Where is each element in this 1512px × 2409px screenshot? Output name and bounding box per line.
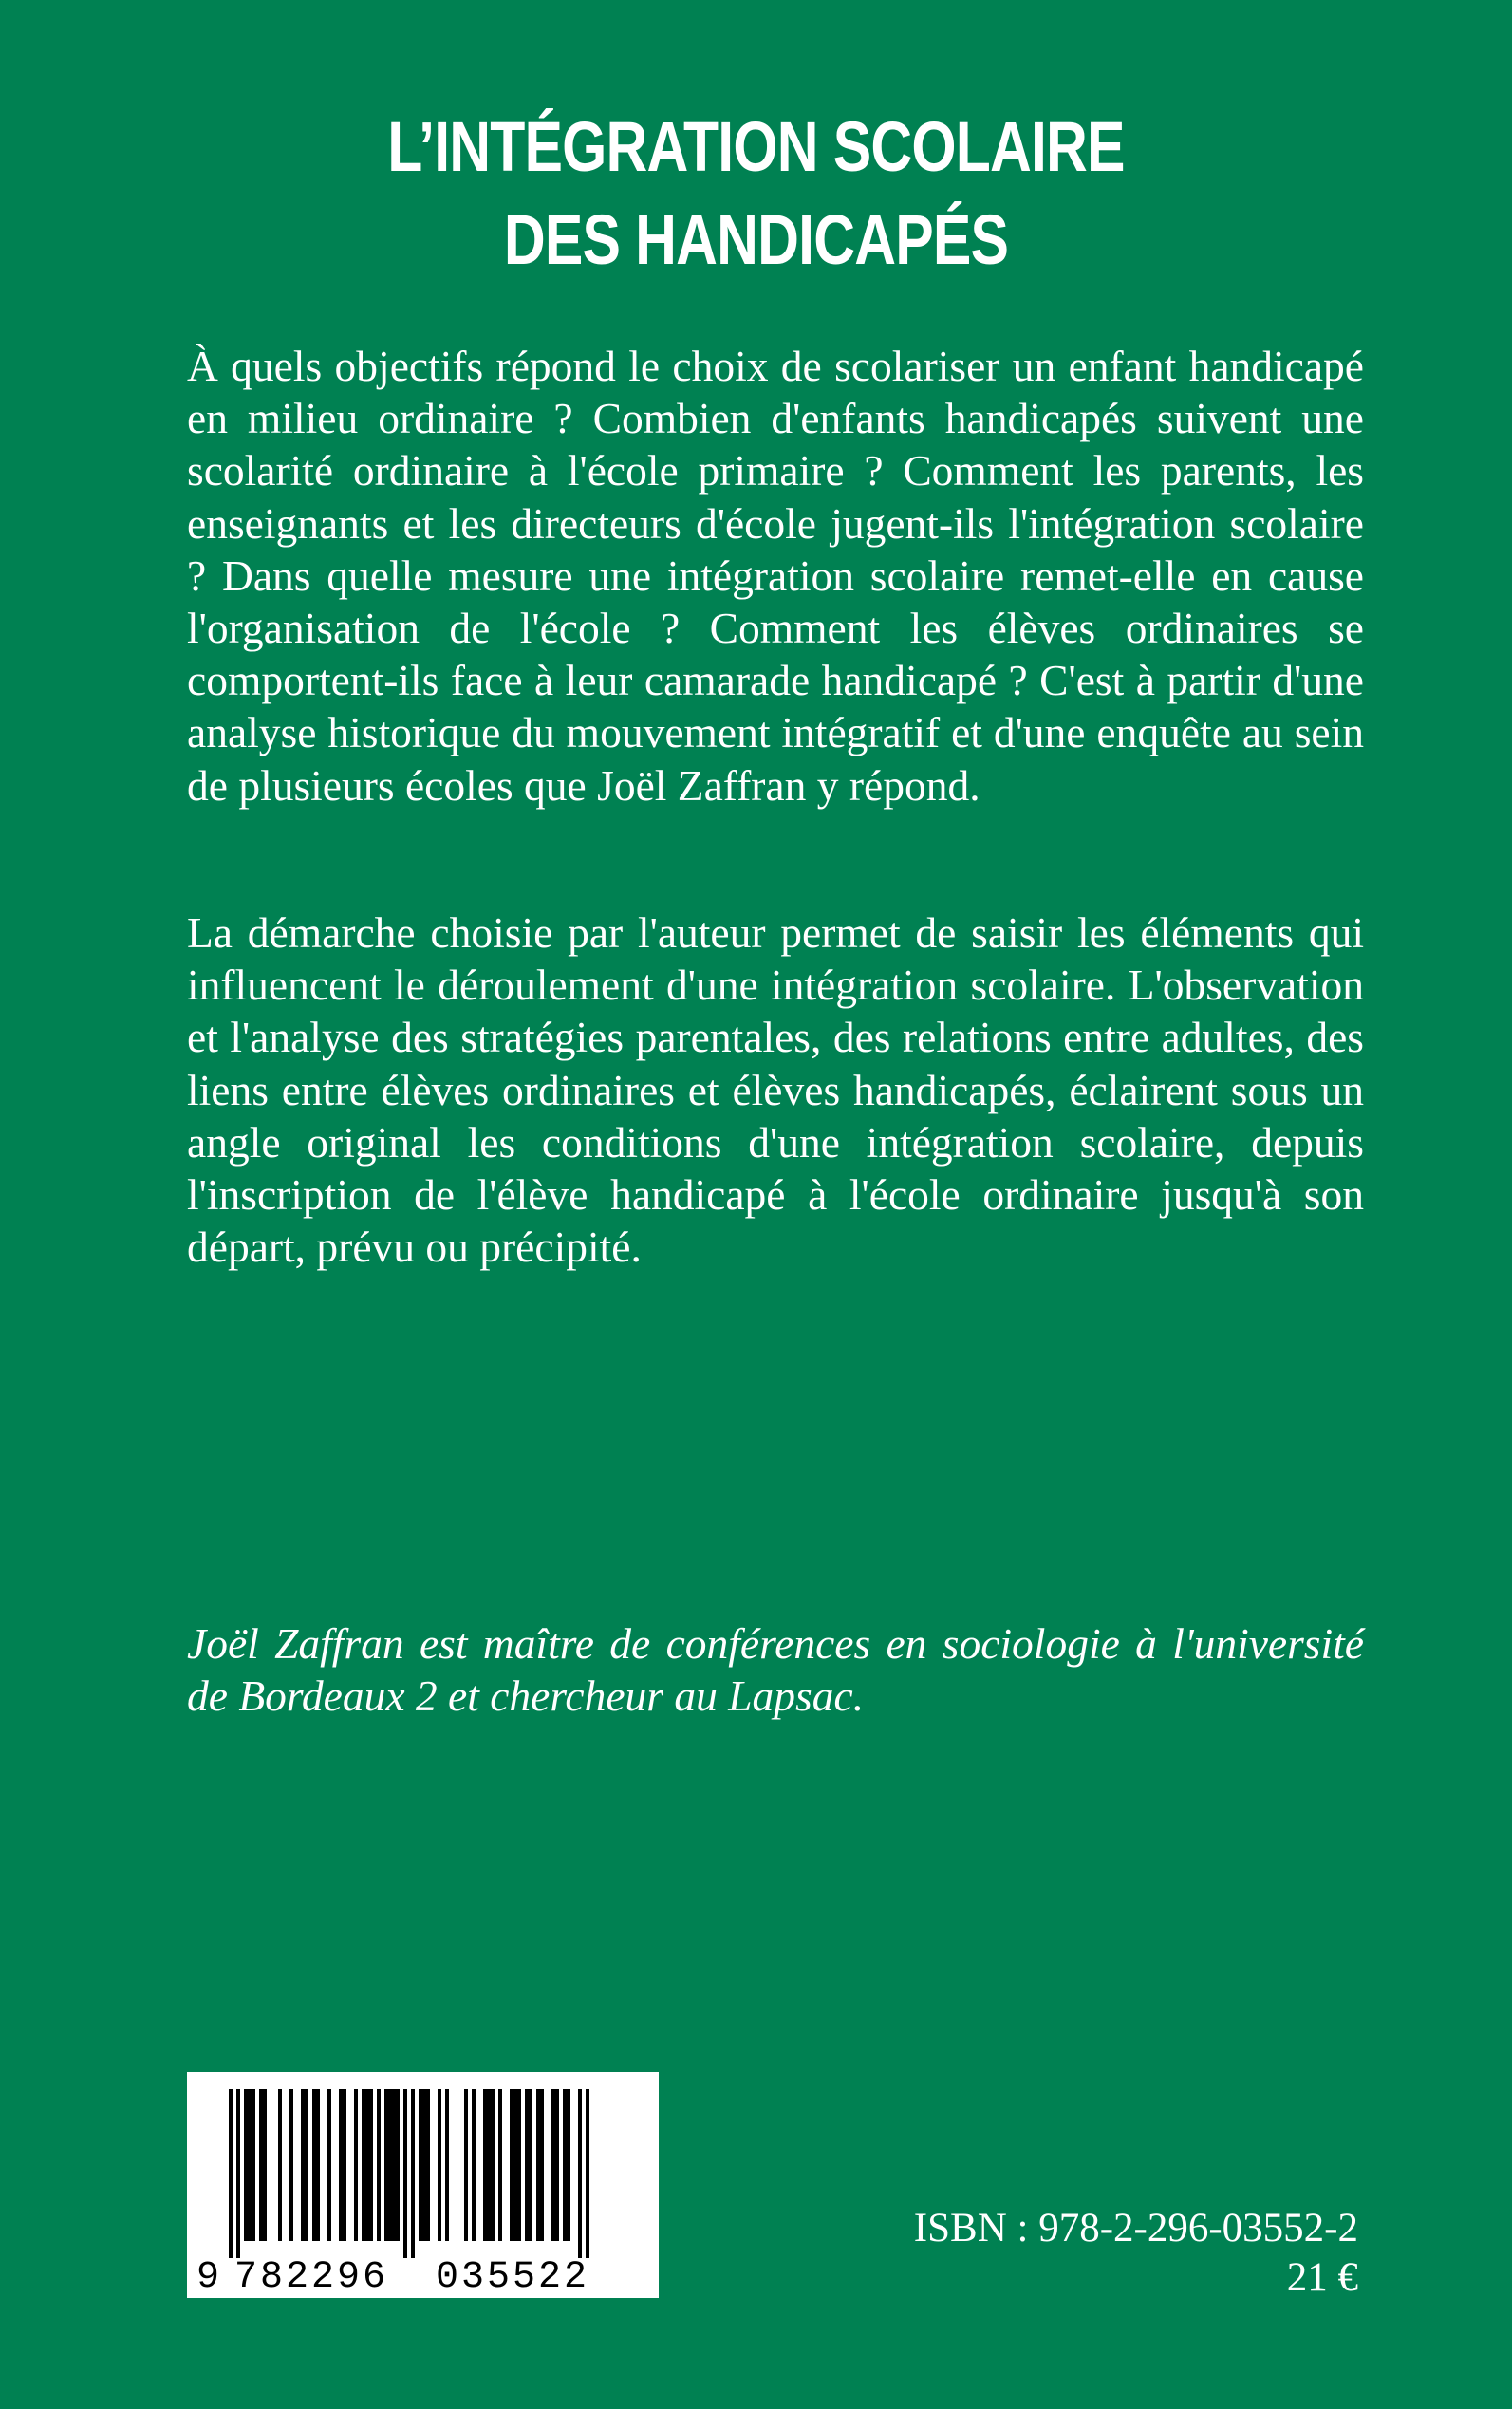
barcode-bar	[377, 2089, 381, 2241]
barcode-bar	[248, 2089, 252, 2241]
barcode-bar	[312, 2089, 316, 2241]
barcode-bar	[343, 2089, 346, 2241]
barcode-bar	[483, 2089, 487, 2241]
barcode-bar	[555, 2089, 559, 2241]
barcode-bar	[252, 2089, 255, 2241]
barcode-bar	[445, 2089, 449, 2241]
barcode-bar	[278, 2089, 282, 2241]
barcode-bar	[422, 2089, 426, 2241]
barcode-bar	[316, 2089, 320, 2241]
barcode-bar	[244, 2089, 248, 2241]
barcode-first-digit: 9	[196, 2256, 220, 2298]
barcode-bar	[567, 2089, 570, 2241]
barcode-bar	[536, 2089, 540, 2241]
barcode-bar	[305, 2089, 308, 2241]
barcode-bar	[259, 2089, 263, 2241]
barcode-bar	[487, 2089, 491, 2241]
isbn-text: ISBN : 978-2-296-03552-2	[913, 2206, 1358, 2250]
barcode-bar	[354, 2089, 358, 2241]
barcode-bar	[301, 2089, 305, 2241]
barcode-bar	[426, 2089, 430, 2241]
barcode-bar	[491, 2089, 495, 2241]
barcode-bar	[384, 2089, 388, 2241]
barcode-bar	[388, 2089, 392, 2241]
barcode-bar	[229, 2089, 233, 2258]
barcode-bar	[586, 2089, 589, 2258]
barcode-bar	[464, 2089, 468, 2241]
barcode-bar	[513, 2089, 517, 2241]
barcode-bars	[229, 2089, 589, 2258]
barcode-graphic	[187, 2072, 659, 2298]
barcode-bar	[327, 2089, 331, 2241]
barcode-bar	[510, 2089, 513, 2241]
barcode-bar	[411, 2089, 415, 2258]
blurb-paragraph-1: À quels objectifs répond le choix de scolariser un enfant handicapé en milieu ordinaire ? Combien d'enfants handicapés suivent une scolarité ordinaire à l'école primaire ? Comment les parents, les enseignants et les directeurs d'école jugent-ils l'intégration scolaire ? Dans quelle mesure une intégration scolaire remet-elle en cause l'organisation de l'école ? Comment les élèves ordinaires se comportent-ils face à leur camarade handicapé ? C'est à partir d'une analyse historique du mouvement intégratif et d'une enquête au sein de plusieurs écoles que Joël Zaffran y répond.	[187, 342, 1364, 810]
barcode-bar	[472, 2089, 476, 2241]
barcode-bar	[525, 2089, 529, 2241]
barcode-bar	[563, 2089, 567, 2241]
title-line-2: DES HANDICAPÉS	[503, 200, 1009, 279]
barcode-bar	[289, 2089, 293, 2241]
author-bio: Joël Zaffran est maître de conférences en sociologie à l'université de Bordeaux 2 et chercheur au Lapsac.	[187, 1619, 1364, 1721]
barcode-bar	[339, 2089, 343, 2241]
barcode-bar	[529, 2089, 532, 2241]
barcode-bar	[236, 2089, 240, 2258]
barcode-right-digits: 035522	[436, 2256, 590, 2298]
barcode-bar	[438, 2089, 441, 2241]
barcode-bar	[578, 2089, 582, 2258]
blurb-paragraph-2: La démarche choisie par l'auteur permet de saisir les éléments qui influencent le déroulement d'une intégration scolaire. L'observation et l'analyse des stratégies parentales, des relations entre adultes, des liens entre élèves ordinaires et élèves handicapés, éclairent sous un angle original les conditions d'une intégration scolaire, depuis l'inscription de l'élève handicapé à l'école ordinaire jusqu'à son départ, prévu ou précipité.	[187, 908, 1364, 1272]
barcode-bar	[362, 2089, 365, 2241]
barcode-bar	[263, 2089, 267, 2241]
barcode	[187, 2072, 659, 2298]
barcode-bar	[396, 2089, 400, 2241]
barcode-bar	[419, 2089, 422, 2241]
barcode-left-digits: 782296	[234, 2256, 389, 2298]
barcode-bar	[498, 2089, 502, 2241]
barcode-bar	[403, 2089, 407, 2258]
barcode-bar	[517, 2089, 521, 2241]
barcode-bar	[392, 2089, 396, 2241]
barcode-bar	[540, 2089, 544, 2241]
title-line-1: L’INTÉGRATION SCOLAIRE	[387, 107, 1125, 186]
barcode-bar	[369, 2089, 373, 2241]
barcode-bar	[365, 2089, 369, 2241]
price-text: 21 €	[1286, 2255, 1358, 2300]
book-title	[136, 107, 1375, 298]
barcode-bar	[551, 2089, 555, 2241]
